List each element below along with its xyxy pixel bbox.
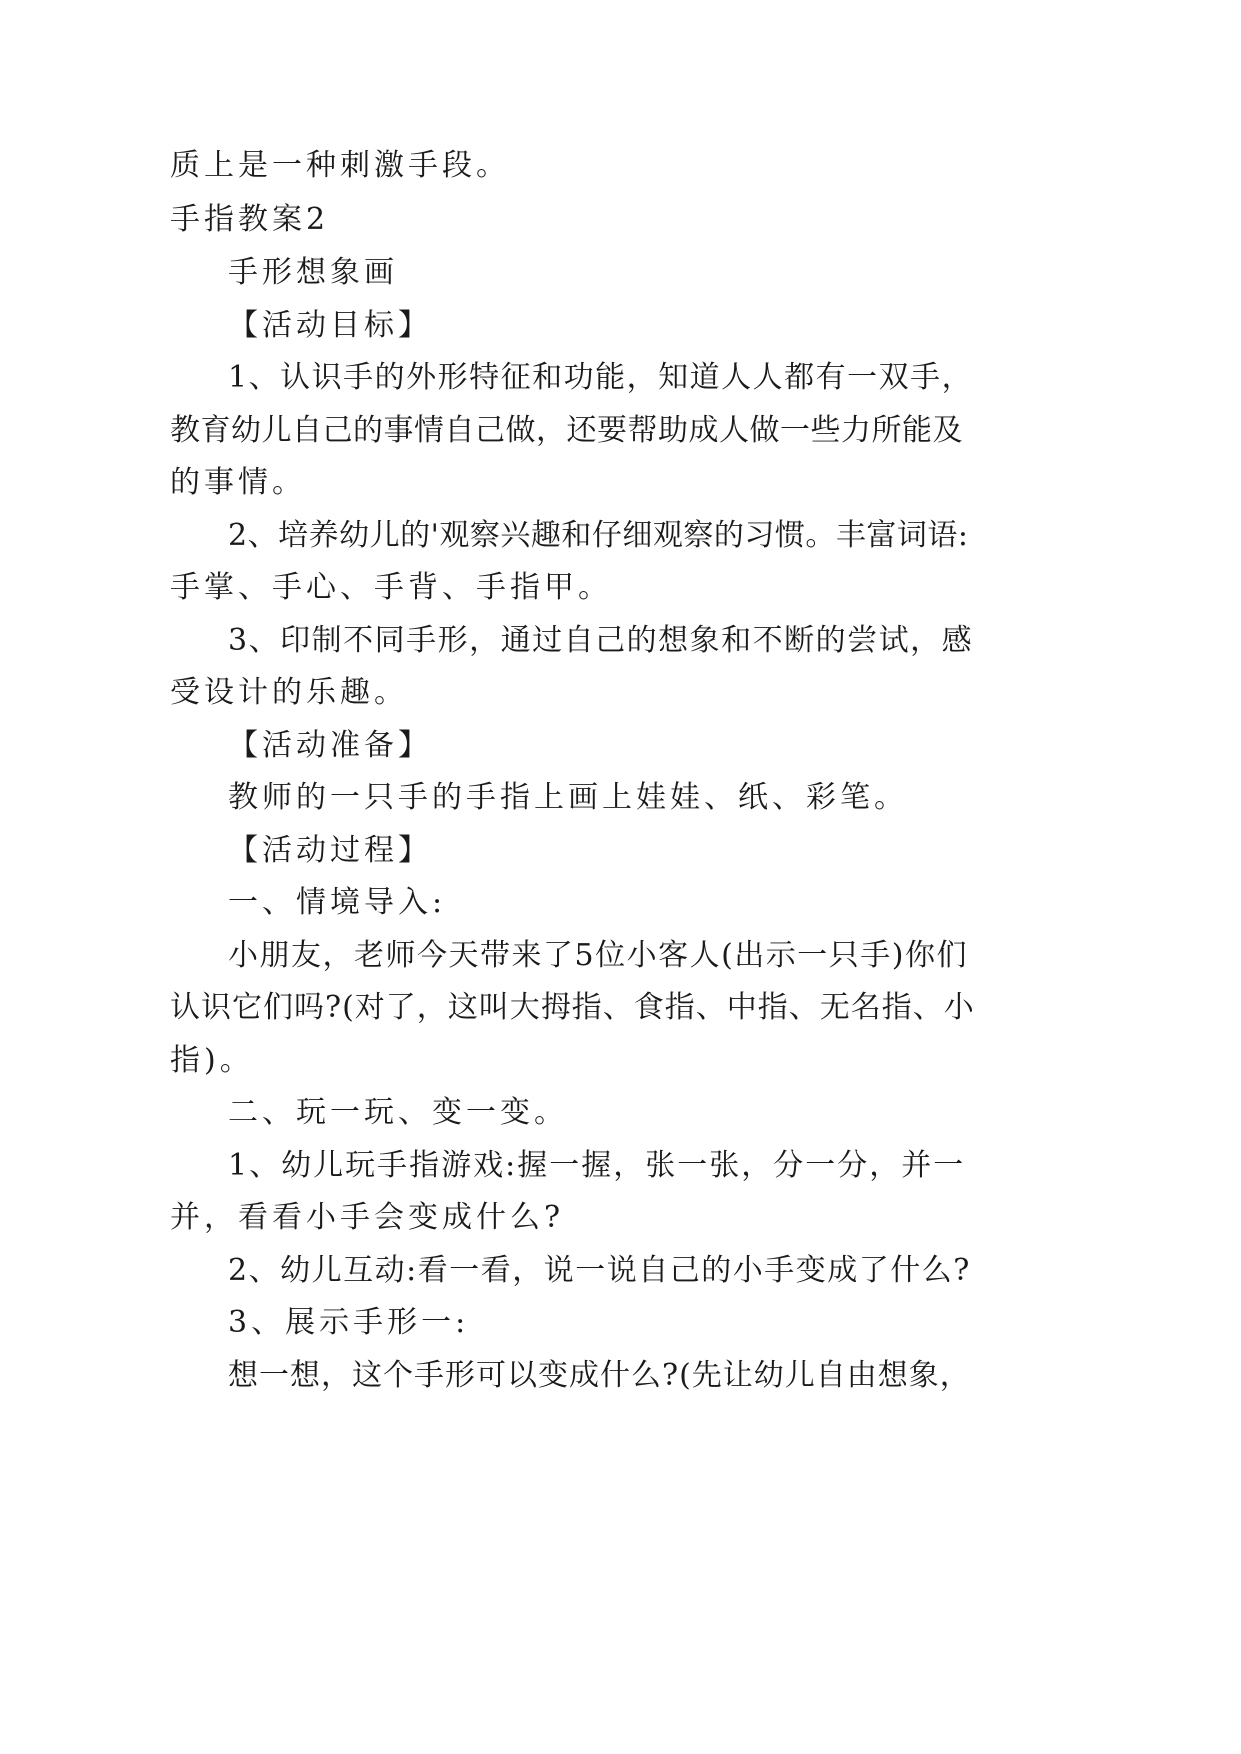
text-line: 一、情境导入:: [228, 885, 447, 920]
text-line: 认识它们吗?(对了，这叫大拇指、食指、中指、无名指、小: [170, 990, 975, 1025]
text-line: 指)。: [170, 1043, 254, 1078]
lesson-title: 手形想象画: [228, 255, 398, 290]
subheading: 【活动准备】: [228, 728, 432, 763]
text-line: 3、展示手形一:: [228, 1305, 470, 1340]
text-line: 质上是一种刺激手段。: [170, 148, 510, 183]
text-line: 二、玩一玩、变一变。: [228, 1095, 568, 1130]
section-heading: 手指教案2: [170, 202, 330, 237]
text-line: 教师的一只手的手指上画上娃娃、纸、彩笔。: [228, 780, 908, 815]
subheading: 【活动目标】: [228, 308, 432, 343]
text-line: 小朋友，老师今天带来了5位小客人(出示一只手)你们: [228, 938, 968, 973]
text-line: 的事情。: [170, 465, 306, 500]
text-line: 手掌、手心、手背、手指甲。: [170, 570, 612, 605]
subheading: 【活动过程】: [228, 833, 432, 868]
text-line: 并，看看小手会变成什么?: [170, 1200, 565, 1235]
text-line: 想一想，这个手形可以变成什么?(先让幼儿自由想象，: [228, 1358, 971, 1393]
text-line: 3、印制不同手形，通过自己的想象和不断的尝试，感: [228, 623, 974, 658]
text-line: 受设计的乐趣。: [170, 675, 408, 710]
text-line: 2、培养幼儿的'观察兴趣和仔细观察的习惯。丰富词语:: [228, 518, 969, 553]
text-line: 教育幼儿自己的事情自己做，还要帮助成人做一些力所能及: [170, 413, 963, 448]
text-line: 1、认识手的外形特征和功能，知道人人都有一双手，: [228, 360, 974, 395]
text-line: 1、幼儿玩手指游戏:握一握，张一张，分一分，并一: [228, 1148, 966, 1183]
text-line: 2、幼儿互动:看一看，说一说自己的小手变成了什么?: [228, 1253, 971, 1288]
